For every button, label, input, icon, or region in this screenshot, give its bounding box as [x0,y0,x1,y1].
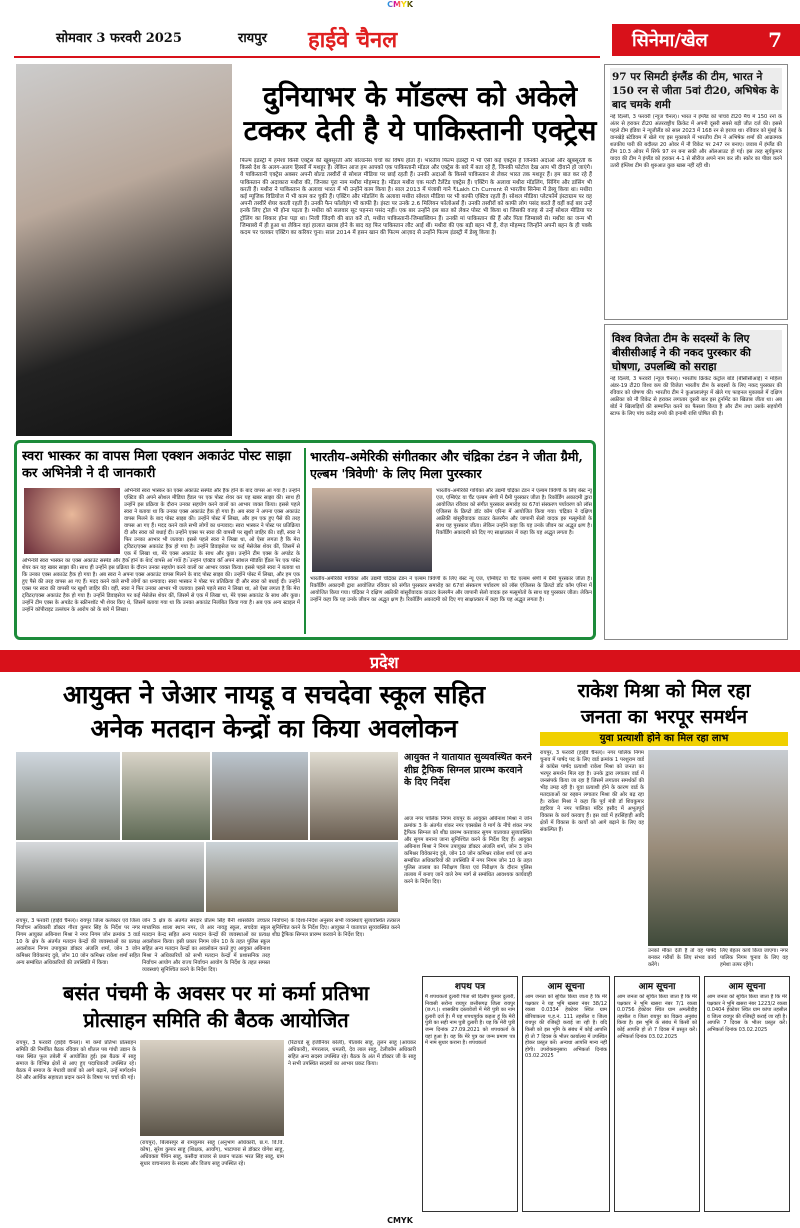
lead-headline-line1: दुनियाभर के मॉडल्स को अकेले [262,80,578,113]
notice-public-3 [704,976,790,1212]
swara-body-top: अभिनेत्री स्वरा भास्कर का एक्स अकाउंट सस्पेंड और हैक होने के बाद वापस आ गया है। उन्होंने एक्टिव की अपने सोशल मीडिया हैंडल पर एक पोस्ट शेयर कर यह खबर साझा की। साथ ही उन्होंने इस प्रक्रिया के दौरान उनका सहयोग करने वालों का आभार व्यक्त किया। इससे पहले स्वरा ने बताया था कि उनका एक्स अकाउंट हैक हो गया है। अब स्वरा ने अपना एक्स अकाउंट वापस मिलने के बाद पोस्ट साझा की। उन्होंने पोस्ट में लिखा, और हम एक हुए पैसे की तरह वापस आ गए हैं। मदद करने वाले सभी लोगों का धन्यवाद। स्वरा भास्कर ने पोस्ट पर प्रतिक्रिया दी और स्वरा को बधाई दी। उन्होंने एक्स पर स्वरा की वापसी पर खुशी जाहिर की। वहीं, स्वरा ने फिर उनका आभार भी जताया। इससे पहले स्वरा ने लिखा था, ओ ऐसा लगता है कि मेरा ट्विटर/एक्स अकाउंट हैक हो गया है। उन्होंने डिवाइसेज पर कई मेसेजेस शेयर कीं, जिसमें से एक में लिखा था, मेरे एक्स अकाउंट के साथ और कुछ। उन्होंने टीम एक्स के अपडेट के [124,488,300,557]
rakesh-body-2: उनको मौका देती है तो वह पार्षद बनकर गरीबों के लिए संभव कार्य करेंगे। [648,948,716,968]
notice-public-3-body: आम जनता को सूचित किया जाता है कि मेरे पक्षकार ने भूमि खसरा नंबर 1223/2 रकबा 0.0404 हेक्टेयर स्थित ग्राम कांपा तहसील व जिला रायपुर की रजिस्ट्री कराई जा रही है। आपत्ति 7 दिवस के भीतर प्रस्तुत करें। अभिकर्ता दिनांक 03.02.2025 [707,994,787,1033]
ayukt-body-2: जोन 3 क्षेत्र के अंतर्गत सरदार प्रीतम सिंह बैनी शासकीय उच्चतर माध्यमिक शाला स्थान नगर, जे आर नायडू स्कूल, सचदेवा स्कूल मतदान केन्द्र सहित अन्य मतदान केन्द्रों की व्यवस्थाओं का प्रत्यक्ष अवलोकन किया। इसी प्रकार निगम जोन 10 के तहत पुलिस स्कूल सहित अन्य मतदान केन्द्रों का अवलोकन करते हुए आयुक्त अबिनाश मिश्रा ने अधिकारियों को सभी मतदान केन्द्रों में प्रशासनिक तरह निर्वाचन आयोग और राज्य निर्वाचन आयोग के निर्देश के तहत समस्त व्यवस्थाएं सुनिश्चित करने के निर्देश दिए। [142,918,270,973]
rakesh-body: रायपुर, 3 फरवरी (हाईवे चैनल)। नगर पालिक निगम चुनाव में पार्षद पद के लिए वार्ड क्रमांक 1 परशुराम वार्ड से कांग्रेस पार्षद प्रत्याशी राकेश मिश्रा को जनता का भरपूर समर्थन मिल रहा है। उनके द्वारा लगातार वार्ड में जनसंपर्क किया जा रहा है जिसमें लगातार समर्थकों की भीड़ उमड़ रही है। युवा प्रत्याशी होने के कारण वार्ड के मतदाताओं का रुझान लगातार मिश्रा की ओर बढ़ रहा है। राकेश मिश्रा ने कहा कि पूर्व मंत्री डॉ शिवकुमार डहरिया ने नगर पालिका मंदिर हसौद में अभूतपूर्व विकास के कार्य करवाए हैं। इस वार्ड में हरसिंहाही आदि क्षेत्रों में विकास के कार्यों को आगे बढ़ाने के लिए वह संकल्पित हैं। [540,750,644,833]
cmyk-marker-bottom: CMYK [387,1216,413,1225]
ayukt-subheadline: आयुक्त ने यातायात सुव्यवस्थित करने शीघ्र ट्रैफिक सिग्नल प्रारम्भ करवाने के दिए निर्देश [404,752,532,788]
notice-public-3-title: आम सूचना [728,982,766,992]
swara-headline: स्वरा भास्कर का वापस मिला एक्शन अकाउंट पोस्ट साझा कर अभिनेत्री ने दी जानकारी [22,449,291,481]
masthead-brand: हाईवे चैनल [308,27,398,53]
basant-headline [16,980,416,1034]
chandrika-headline: भारतीय-अमेरिकी संगीतकार और चंद्रिका टंडन ने जीता ग्रैमी, एल्बम 'त्रिवेणी' के लिए मिला पुरस्कार [310,449,583,481]
ayukt-photo-3 [212,752,308,840]
chandrika-photo [312,488,432,572]
basant-body-1: रायपुर, 3 फरवरी (हाईवे चैनल)। मां कर्मा प्रतिभा प्रोत्साहन समिति की निमंत्रित बैठक रविवार को शीतल पब गांधी उद्यान के पास स्थित फूल तबेली में आयोजित हुई। इस बैठक में साहू समाज के विभिन्न क्षेत्रों से आए हुए पदाधिकारी उपस्थित रहे। बैठक में समाज के मेधावी छात्रों को आगे बढ़ाने, उन्हें मार्गदर्शन देने और आर्थिक सहायता प्रदान करने के विषय पर चर्चा की गई। [16,1040,136,1081]
ayukt-photo-6 [206,842,398,912]
ayukt-body-1: रायपुर, 3 फरवरी (हाईवे चैनल)। रायपुर जिला कलेक्टर एवं जिला निर्वाचन अधिकारी डॉक्टर गौरव कुमार सिंह के निर्देश पर नगर निगम आयुक्त अबिनाश मिश्रा ने नगर निगम जोन क्रमांक 3 वार्ड 10 के क्षेत्र के अंतर्गत मतदान केन्द्रों की व्यवस्थाओं का प्रत्यक्ष अवलोकन निगम उपायुक्त डॉक्टर अंजलि शर्मा, जोन 3 जोन कमिश्नर विवेकानंद दुबे, जोन 10 जोन कमिश्नर राकेश शर्मा सहित अन्य सम्बंधित अधिकारियों की उपस्थिति में किया। [16,918,140,966]
issue-date: सोमवार 3 फरवरी 2025 [56,31,182,46]
ayukt-body-4: आज नगर पालिक निगम रायपुर के आयुक्त अबिनाश मिश्रा ने जोन क्रमांक 3 के अंतर्गत शंकर नगर एक्सप्रेस वे मार्ग के नीचे शंकर नगर ट्रैफिक सिग्नल को शीघ्र प्रारम्भ करवाकर सुगम यातायात सुव्यवस्थित और सुगम बनाना जाना सुनिश्चित करने के निर्देश दिए हैं। आयुक्त अबिनाश मिश्रा ने निगम उपायुक्त डॉक्टर अंजलि शर्मा, जोन 3 जोन कमिश्नर विवेकानंद दुबे, जोन 10 जोन कमिश्नर राकेश शर्मा एवं अन्य सम्बंधित अधिकारियों की उपस्थिति में नगर निगम जोन 10 के तहत पुलिस तालाब का निरीक्षण किया एवं निरीक्षण के दौरान पुलिस तालाब में बनाए जाने वाले रेम्प मार्ग से सम्बंधित आवश्यक कार्यवाही करने के निर्देश दिए। [404,816,532,885]
section-banner [612,24,800,56]
chandrika-body-top: भारतीय-अमेरिकी गायिका और उद्यमी चंद्रिका टंडन ने एल्बम त्रिवेणी के लिए बेस्ट न्यू एज, एम्बिएंट या चैंट एल्बम श्रेणी में ग्रैमी पुरस्कार जीता है। रिकॉर्डिंग अकादमी द्वारा आयोजित रविवार को संगीत पुरस्कार समारोह का 67वां संस्करण पर्यावरण को लॉस एंजिलस के क्रिप्टो डॉट कॉम एरिना में आयोजित किया गया। चंद्रिका ने दक्षिण अफ्रीकी बांसुरीवादक वाउटर केलरमैन और जापानी सेलो वादक इरु मत्सुमोतो के साथ यह पुरस्कार जीता। लेकिन उन्होंने कहा कि यह उनके जीवन का अद्भुत क्षण है। रिकॉर्डिंग अकादमी को दिए गए साक्षात्कार में कहा कि यह अद्भुत लगता है। [436,488,592,536]
notice-public-1-title: आम सूचना [547,982,585,992]
rakesh-photo [648,750,788,946]
notice-affidavit-title: शपथ पत्र [454,982,486,992]
rakesh-headline [540,678,788,730]
ayukt-photo-4 [310,752,398,840]
lead-photo [16,64,232,436]
lead-headline [240,80,600,148]
notice-public-2-title: आम सूचना [638,982,676,992]
ayukt-body-3: निर्वाचन) के दिशा-निर्देश अनुसार सभी व्यवस्थाएं सुव्यवस्थित तत्काल सुनिश्चित करने के निर्देश दिए। आयुक्त ने यातायात सुव्यवस्थित करने शीघ्र ट्रैफिक सिग्नल प्रारम्भ करवाने के निर्देश दिए। [272,918,400,938]
basant-headline-line1: बसंत पंचमी के अवसर पर मां कर्मा प्रतिभा [62,981,370,1005]
basant-headline-line2: प्रोत्साहन समिति की बैठक आयोजित [83,1008,349,1032]
rakesh-headline-line1: राकेश मिश्रा को मिल रहा [577,680,751,702]
lead-body: फिल्म इंडस्ट्री में हमेशा किसी एक्ट्रेस की खूबसूरती और बोल्डनेस चर्चा का विषय होता है। भारतीय फिल्म इंडस्ट्री में भी ऐसी कई एक्ट्रेस हैं जिनकी अदाओं और खूबसूरती के किस्से देश के अलग-अलग हिस्सों में मशहूर हैं। लेकिन आज हम आपको एक पाकिस्तानी मॉडल और एक्ट्रेस के बारे में बता रहे हैं, जिनकी फोटोज देख आप भी दीवाने हो जाएंगे। ये पाकिस्तानी एक्ट्रेस अक्सर अपनी बोल्ड तस्वीरों से सोशल मीडिया पर छाई रहती हैं। उनकी अदाओं के किस्से पाकिस्तान से लेकर भारत तक मशहूर हैं। हम बात कर रहे हैं पाकिस्तान की अदाकारा मथीरा की, जिनका पूरा नाम मथीरा मोहम्मद है। मॉडल मथीरा एक मल्टी टैलेंटेड एक्ट्रेस हैं। एक्टिंग के अलावा मथीरा मॉडलिंग, सिंगिंग और डांसिंग भी करती हैं। मथीरा ने पाकिस्तान के अलावा भारत में भी उन्होंने काम किया है। साल 2013 में पंजाबी गाने ₹Lakh Ch Current से भारतीय सिनेमा में डेब्यू किया था। मथीरा कई म्यूजिक विडियोज में भी काम कर चुकी हैं। एक्टिंग और मॉडलिंग के अलावा मथीरा सोशल मीडिया पर भी काफी एक्टिव रहती हैं। सोशल मीडिया प्लेटफॉर्म इंस्टाग्राम पर वह अपनी तस्वीरें शेयर करती रहती हैं। उनकी फैन फॉलोइंग भी काफी है। इंस्टा पर उनके 2.6 मिलियन फॉलोअर्स हैं। उनकी तस्वीरों को काफी लोग पसंद करते हैं वहीं कई बार उन्हें इनके लिए ट्रोल भी होना पड़ता है। मथीरा को सलवार सूट पहनना पसंद नहीं। एक बार उन्होंने इस बात को लेकर पोस्ट भी किया था जिसकी वजह से उन्हें सोशल मीडिया पर ट्रोलिंग का शिकार होना पड़ा था। निजी जिंदगी की बात करें तो, मथीरा पाकिस्तानी-जिम्बाब्वियन हैं। उनकी मां पाकिस्तान की हैं और पिता जिम्बाब्वे से। मथीरा का जन्म भी जिम्बाब्वे में ही हुआ था लेकिन वहां हालात खराब होने के बाद वह फिर पाकिस्तान लौट आईं थीं। मथीरा की एक बड़ी बहन भी हैं, रोज़ मोहम्मद जिन्होंने अपनी बहन के ही पक्के कदम पर चलकर एक्टिंग का करियर चुना। साल 2014 में हसन खान की फिल्म आज़ाद से उन्होंने फिल्म इंडस्ट्री में डेब्यू किया है। [240,158,592,237]
notice-affidavit-body: मैं शपथकर्ता दुलारी पिता श्री दिलीप कुमार दुलारी, निवासी सरोना रायपुर छत्तीसगढ़ जिला रायपुर (छ.ग.)। शासकीय दस्तावेजों में मेरी पुत्री का नाम दुलारी दर्ज है। मैं यह शपथपूर्वक कहता हूं कि मेरी पुत्री का सही नाम पुत्री दुलारी है। यह कि मेरी पुत्री जन्म दिनांक 27.09.2021 को शपथकर्ता के यहां हुआ है। यह कि मेरे पुत्र का जन्म प्रमाण पत्र में नाम सुधार कराना है। शपथकर्ता [425,994,515,1047]
notice-public-2 [614,976,700,1212]
notice-public-1 [522,976,610,1212]
sports2-body: नई दिल्ली, 3 फरवरी (न्यूज चैनल)। भारतीय क्रिकेट कंट्रोल बोर्ड (बीसीसीआई) ने महिला अंडर-19 टी20 विश्व कप की विजेता भारतीय टीम के सदस्यों के लिए नकद पुरस्कार की रविवार को घोषणा की। भारतीय टीम ने कुआलालंपुर में खेले गए फाइनल मुकाबले में दक्षिण अफ्रीका को नौ विकेट से हराकर लगातार दूसरी बार इस टूर्नामेंट का खिताब जीता था। अब बोर्ड ने खिलाड़ियों की सम्मानित करने का फैसला किया है और टीम तथा उसके सहयोगी स्टाफ के लिए पांच करोड़ रुपये की इनामी राशि घोषित की है। [610,376,782,417]
ayukt-headline [16,678,532,746]
header-rule [14,56,600,58]
section-title: सिनेमा/खेल [632,30,708,51]
ayukt-headline-line2: अनेक मतदान केन्द्रों का किया अवलोकन [90,714,458,743]
rakesh-subheadline: युवा प्रत्याशी होने का मिल रहा लाभ [540,732,788,746]
ayukt-headline-line1: आयुक्त ने जेआर नायडू व सचदेवा स्कूल सहित [62,680,486,709]
ayukt-photo-1 [16,752,120,840]
cmyk-marker: CMYK [387,0,413,9]
basant-photo [140,1040,284,1136]
rakesh-body-3: लिए बेहतर कार्य किया जाएगा। नगर पालिक निगम चुनाव के लिए वह हमेशा तत्पर रहेंगे। [720,948,788,968]
swara-photo [24,488,120,554]
swara-body-bottom: अभिनेत्री स्वरा भास्कर का एक्स अकाउंट सस्पेंड और हैक होने के बाद वापस आ गया है। उन्होंने एक्टिव की अपने सोशल मीडिया हैंडल पर एक पोस्ट शेयर कर यह खबर साझा की। साथ ही उन्होंने इस प्रक्रिया के दौरान उनका सहयोग करने वालों का आभार व्यक्त किया। इससे पहले स्वरा ने बताया था कि उनका एक्स अकाउंट हैक हो गया है। अब स्वरा ने अपना एक्स अकाउंट वापस मिलने के बाद पोस्ट साझा की। उन्होंने पोस्ट में लिखा, और हम एक हुए पैसे की तरह वापस आ गए हैं। मदद करने वाले सभी लोगों का धन्यवाद। स्वरा भास्कर ने पोस्ट पर प्रतिक्रिया दी और स्वरा को बधाई दी। उन्होंने एक्स पर स्वरा की वापसी पर खुशी जाहिर की। वहीं, स्वरा ने फिर उनका आभार भी जताया। इससे पहले स्वरा ने लिखा था, ओ ऐसा लगता है कि मेरा ट्विटर/एक्स अकाउंट हैक हो गया है। उन्होंने डिवाइसेज पर कई मेसेजेस शेयर कीं, जिसमें से एक में लिखा था, मेरे एक्स अकाउंट के साथ और कुछ। उन्होंने टीम एक्स के अपडेट के स्क्रीनशॉट भी शेयर किए थे, जिसमें बताया गया था कि उनका अकाउंट निलंबित किया गया है। अब एक अन्य स्टाइल में उन्होंने कॉपीराइट उल्लंघन के आरोप को के बारे में लिखा। [22,558,300,613]
ayukt-photo-5 [16,842,204,912]
basant-body-3: (रिटायर्ड सु इंजीनियर बरेली), पीताबेर साहू, तुलन साहू (आयकर अधिकारी), मंगरलाल, धमतरी, देव लाल साहू, टेलीकॉम अधिकारी सहित अन्य सदस्य उपस्थित रहे। बैठक के अंत में डॉक्टर जी के साहू ने सभी उपस्थित सदस्यों का आभार प्रकट किया। [288,1040,416,1067]
edition-city: रायपुर [238,31,267,46]
sports2-headline: विश्व विजेता टीम के सदस्यों के लिए बीसीसीआई ने की नकद पुरस्कार की घोषणा, उपलब्धि को सराहा [610,330,782,372]
pradesh-label: प्रदेश [370,653,399,672]
pradesh-bar [0,650,800,672]
page-number: 7 [768,28,782,52]
sports1-body: नई दिल्ली, 3 फरवरी (न्यूज चैनल)। भारत ने इंग्लैंड को पांचवें टी20 मैच में 150 रनों के अंतर से हराकर टी20 अंतरराष्ट्रीय क्रिकेट में अपनी दूसरी सबसे बड़ी जीत दर्ज की। इससे पहले टीम इंडिया ने न्यूजीलैंड को साल 2023 में 168 रन से हराया था। रविवार को मुंबई के वानखेड़े स्टेडियम में खेले गए इस मुकाबले में भारतीय टीम ने अभिषेक शर्मा की आक्रामक शतकीय पारी की बदौलत 20 ओवर में नौ विकेट पर 247 रन बनाए। जवाब में इंग्लैंड की टीम 10.3 ओवर में सिर्फ 97 रन बना सकी और ऑलआउट हो गई। इस तरह सूर्यकुमार यादव की टीम ने इंग्लैंड को हराकर 4-1 से सीरीज अपने नाम कर ली। स्कोर का पीछा करने उतरी इंग्लिश टीम की शुरुआत कुछ खास नहीं रही थी। [610,114,782,169]
lead-headline-line2: टक्कर देती है ये पाकिस्तानी एक्ट्रेस [243,114,597,147]
box-divider [304,448,306,634]
basant-body-2: (रायपुर), बिलासपुर से रामकुमार साहू (अनुभाग अधिकारी, छ.ग. वि.वि. कोष), सुरेश कुमार साहू (शिक्षक, आर्यांग), भाटापारा से डॉक्टर योगेश साहू, अधिवक्ता पैथिन साहू, कसौदा बाजार से प्रधान पाठक भरत सिंह साहू, ग्राम सुधार वाचनालय के सदस्य और विजय साहू उपस्थित रहे। [140,1140,284,1167]
ayukt-photo-2 [122,752,210,840]
notice-affidavit [422,976,518,1212]
sports1-headline: 97 पर सिमटी इंग्लैंड की टीम, भारत ने 150 रन से जीता 5वां टी20, अभिषेक के बाद चमके शमी [610,68,782,110]
chandrika-body-bottom: भारतीय-अमेरिकी गायिका और उद्यमी चंद्रिका टंडन ने एल्बम त्रिवेणी के लिए बेस्ट न्यू एज, एम्बिएंट या चैंट एल्बम श्रेणी में ग्रैमी पुरस्कार जीता है। रिकॉर्डिंग अकादमी द्वारा आयोजित रविवार को संगीत पुरस्कार समारोह का 67वां संस्करण पर्यावरण को लॉस एंजिलस के क्रिप्टो डॉट कॉम एरिना में आयोजित किया गया। चंद्रिका ने दक्षिण अफ्रीकी बांसुरीवादक वाउटर केलरमैन और जापानी सेलो वादक इरु मत्सुमोतो के साथ यह पुरस्कार जीता। लेकिन उन्होंने कहा कि यह उनके जीवन का अद्भुत क्षण है। रिकॉर्डिंग अकादमी को दिए गए साक्षात्कार में कहा कि यह अद्भुत लगता है। [310,576,592,603]
rakesh-headline-line2: जनता का भरपूर समर्थन [580,706,748,728]
notice-public-1-body: आम जनता को सूचित किया जाता है कि मेरे पक्षकार ने यह भूमि खसरा नंबर 38/12 रकबा 0.0334 हेक्टेयर स्थित ग्राम बोरियाकला प.ह.नं. 111 तहसील व जिला रायपुर की रजिस्ट्री कराई जा रही है। यदि किसी को इस भूमि के संबंध में कोई आपत्ति हो तो 7 दिवस के भीतर कार्यालय में उपस्थित होकर प्रस्तुत करें। अन्यथा आपत्ति मान्य नहीं होगी। उपरोक्तानुसार। अभिकर्ता दिनांक 03.02.2025 [525,994,607,1060]
notice-public-2-body: आम जनता को सूचित किया जाता है कि मेरे पक्षकार ने भूमि खसरा नंबर 7/1 रकबा 0.0756 हेक्टेयर स्थित ग्राम अमलीडीह तहसील व जिला रायपुर का विक्रय अनुबंध किया है। इस भूमि के संबंध में किसी को कोई आपत्ति हो तो 7 दिवस में प्रस्तुत करें। अभिकर्ता दिनांक 03.02.2025 [617,994,697,1040]
